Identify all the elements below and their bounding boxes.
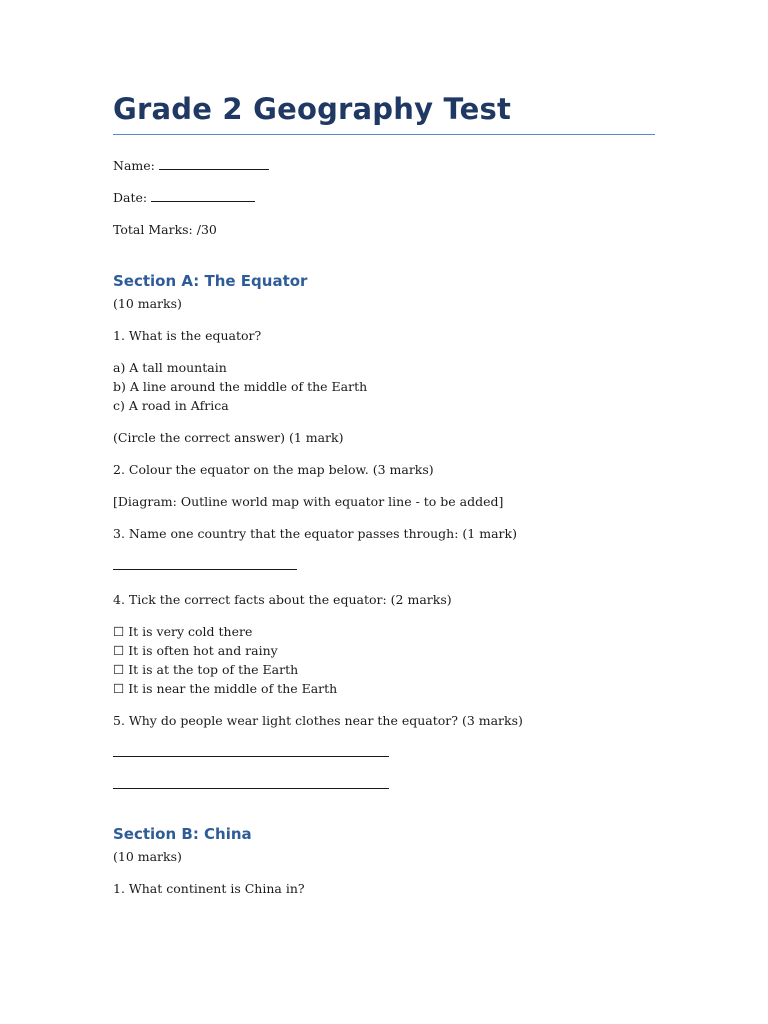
tick-option-3[interactable] bbox=[113, 660, 655, 679]
date-blank[interactable] bbox=[151, 191, 255, 202]
date-field bbox=[113, 188, 655, 207]
name-field bbox=[113, 156, 655, 175]
checkbox-icon[interactable]: ☐ bbox=[113, 624, 125, 639]
option-a: a) A tall mountain bbox=[113, 360, 227, 375]
name-label: Name: bbox=[113, 158, 155, 173]
section-b-marks: (10 marks) bbox=[113, 849, 182, 864]
checkbox-icon[interactable]: ☐ bbox=[113, 681, 125, 696]
section-b-heading: Section B: China bbox=[113, 825, 252, 843]
test-document bbox=[113, 92, 655, 898]
question-a3: 3. Name one country that the equator passes through: (1 mark) bbox=[113, 526, 517, 541]
option-c: c) A road in Africa bbox=[113, 398, 229, 413]
tick-option-label: It is often hot and rainy bbox=[128, 643, 278, 658]
section-a-heading: Section A: The Equator bbox=[113, 272, 308, 290]
question-a2: 2. Colour the equator on the map below. (3 marks) bbox=[113, 462, 434, 477]
checkbox-icon[interactable]: ☐ bbox=[113, 662, 125, 677]
name-blank[interactable] bbox=[159, 159, 269, 170]
checkbox-icon[interactable]: ☐ bbox=[113, 643, 125, 658]
question-a5: 5. Why do people wear light clothes near the equator? (3 marks) bbox=[113, 713, 523, 728]
tick-option-1[interactable] bbox=[113, 622, 655, 641]
tick-option-label: It is at the top of the Earth bbox=[128, 662, 299, 677]
question-a1-instruction: (Circle the correct answer) (1 mark) bbox=[113, 430, 344, 445]
option-b: b) A line around the middle of the Earth bbox=[113, 379, 368, 394]
question-a4: 4. Tick the correct facts about the equator: (2 marks) bbox=[113, 592, 452, 607]
date-label: Date: bbox=[113, 190, 148, 205]
tick-option-label: It is near the middle of the Earth bbox=[128, 681, 338, 696]
tick-option-4[interactable] bbox=[113, 679, 655, 698]
document-title: Grade 2 Geography Test bbox=[113, 92, 655, 135]
tick-option-2[interactable] bbox=[113, 641, 655, 660]
section-a-marks: (10 marks) bbox=[113, 296, 182, 311]
question-b1: 1. What continent is China in? bbox=[113, 881, 305, 896]
total-marks: Total Marks: /30 bbox=[113, 222, 217, 237]
question-a1: 1. What is the equator? bbox=[113, 328, 262, 343]
diagram-placeholder: [Diagram: Outline world map with equator line - to be added] bbox=[113, 494, 504, 509]
tick-option-label: It is very cold there bbox=[128, 624, 253, 639]
